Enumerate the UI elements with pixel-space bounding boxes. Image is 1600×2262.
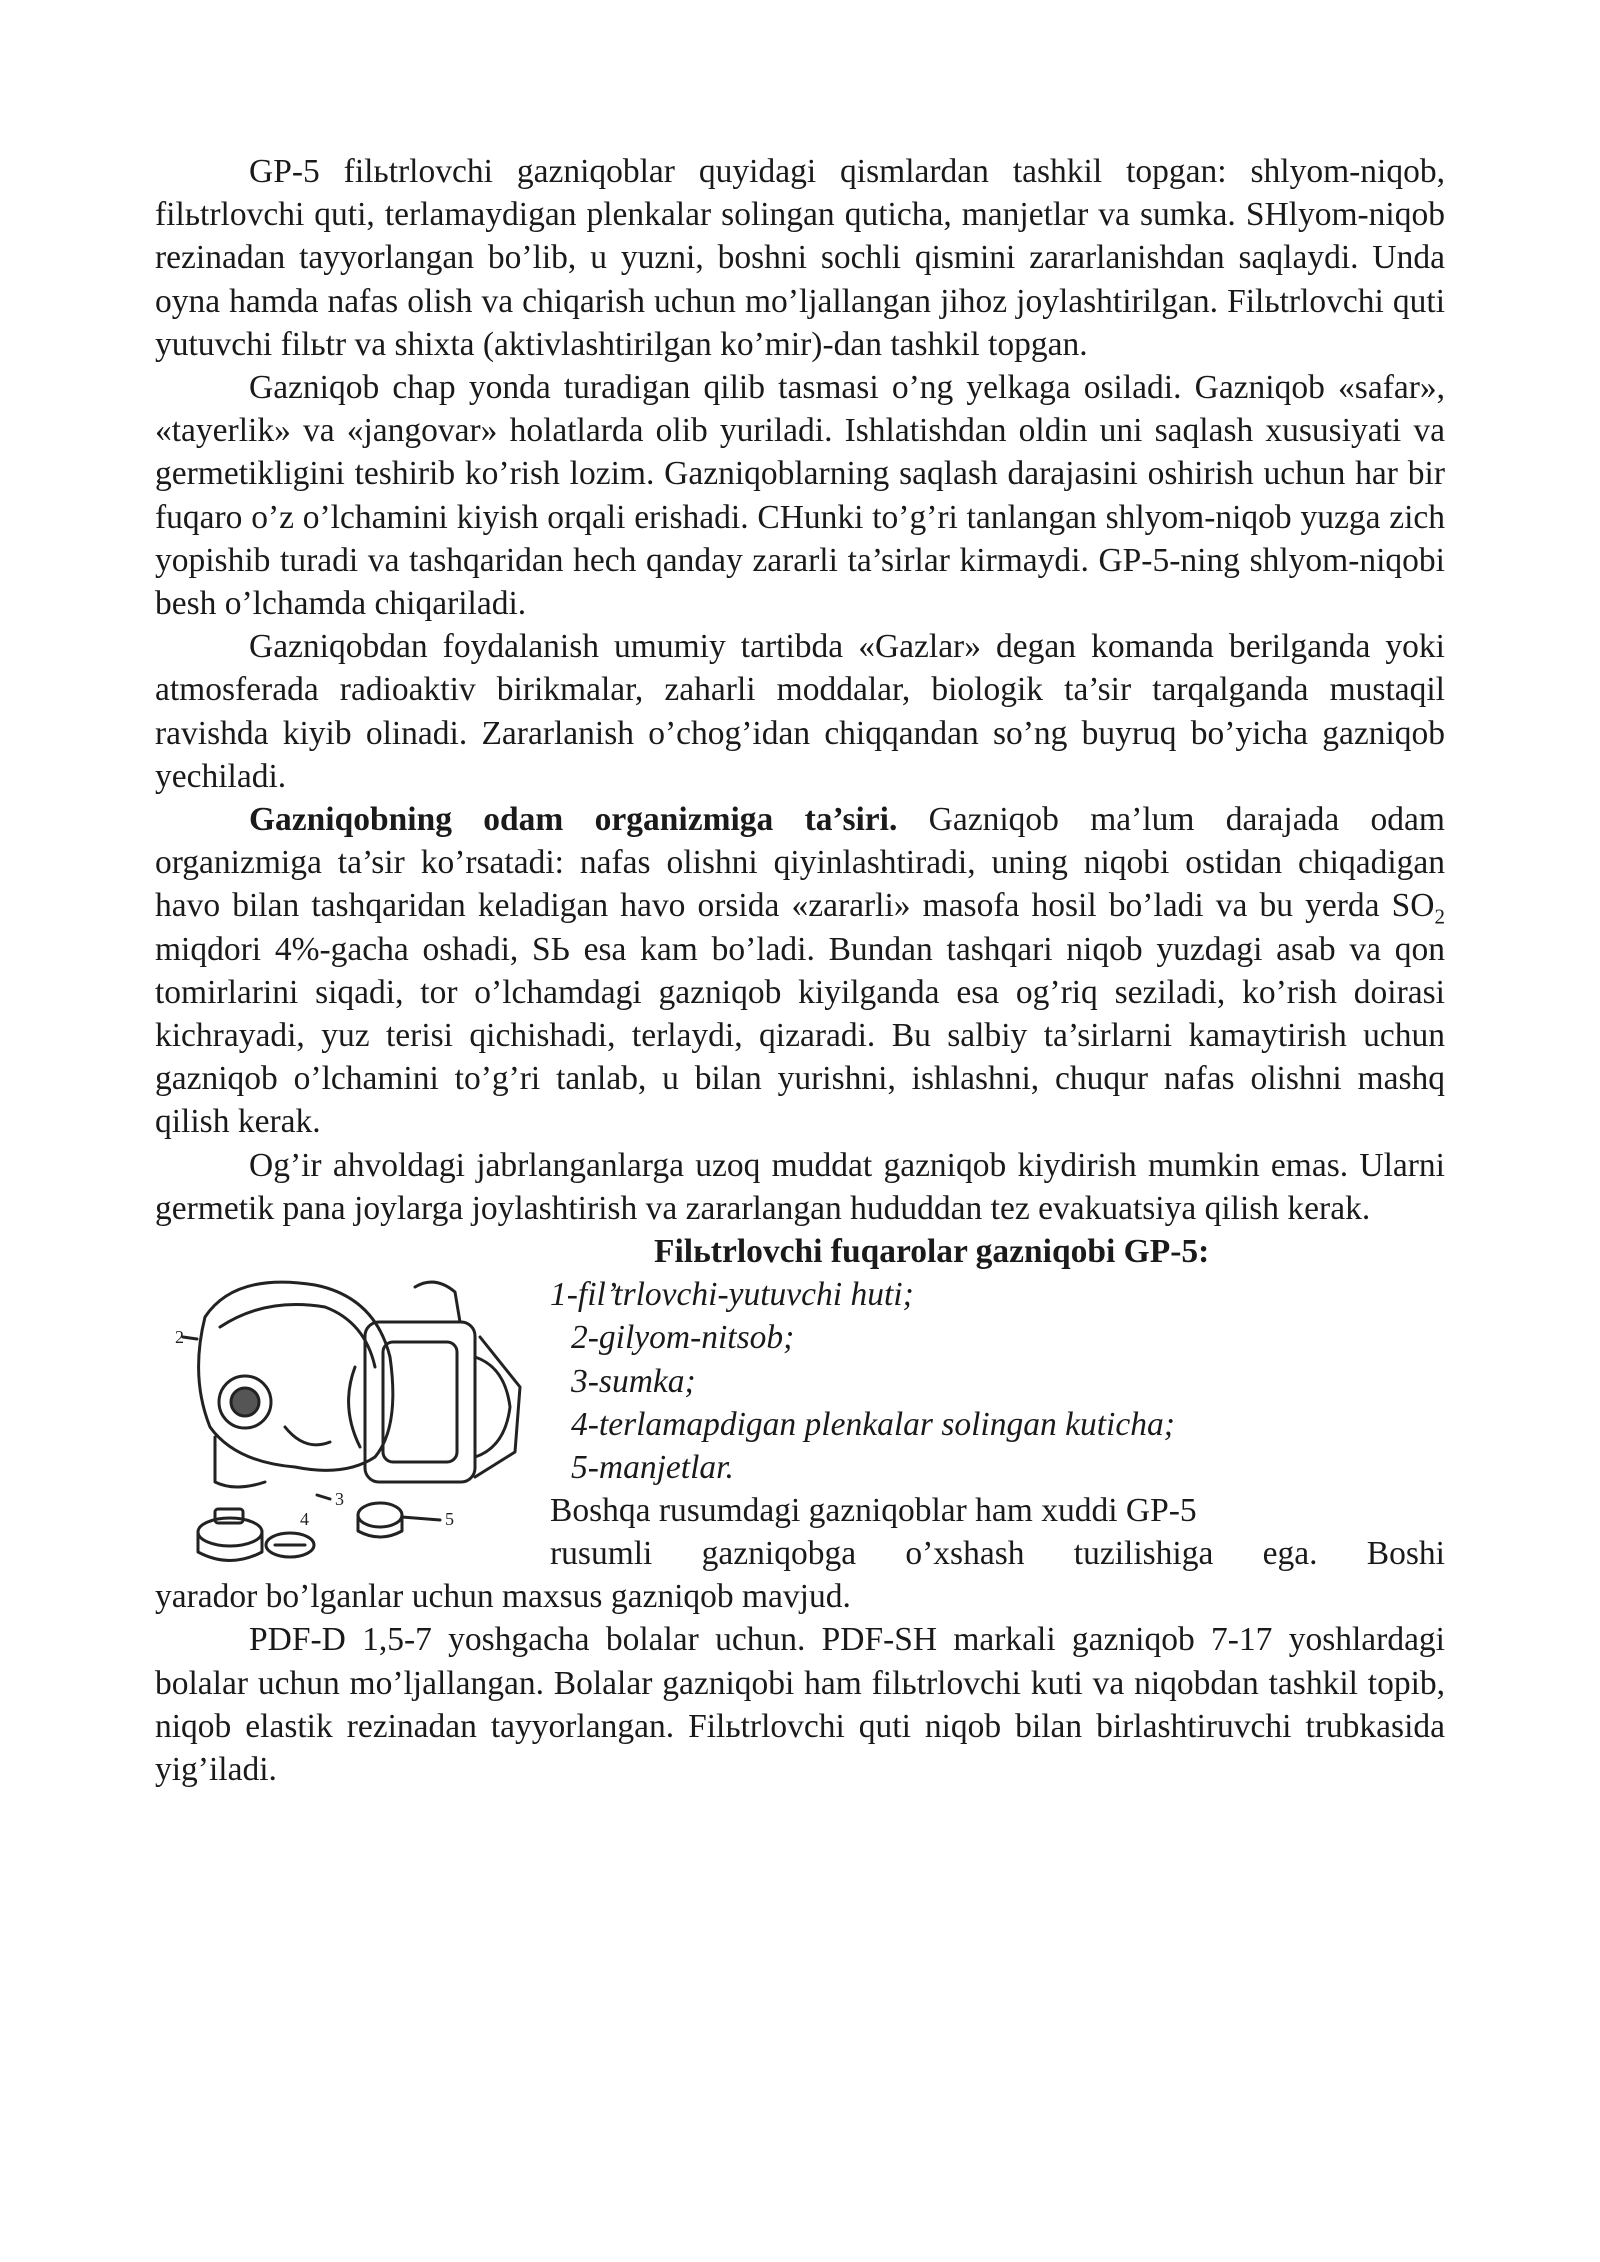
after-figure-line-1: Boshqa rusumdagi gazniqoblar ham xuddi GP-5 <box>550 1492 1197 1530</box>
legend-item-4: 4-terlamapdigan plenkalar solingan kuticha; <box>571 1405 1175 1443</box>
legend-item-1: 1-fil’trlovchi-yutuvchi huti; <box>550 1276 914 1314</box>
label-5: 5 <box>445 1509 454 1530</box>
after-figure-line-3: yarador bo’lganlar uchun maxsus gazniqob mavjud. <box>155 1578 851 1616</box>
figure-block <box>155 1273 1445 1575</box>
paragraph-4 <box>155 798 1445 1144</box>
figure-title: Filьtrlovchi fuqarolar gazniqobi GP-5: <box>654 1233 1210 1271</box>
paragraph-6: PDF-D 1,5-7 yoshgacha bolalar uchun. PDF-SH markali gazniqob 7-17 yoshlardagi bolalar uchun mo’ljallangan. Bolalar gazniqobi ham filьtrlovchi kuti va niqobdan tashkil topib, niqob elastik rezinadan tayyorlangan. Filьtrlovchi quti niqob bilan birlashtiruvchi trubkasida yig’iladi. <box>155 1621 1445 1789</box>
paragraph-1: GP-5 filьtrlovchi gazniqoblar quyidagi qismlardan tashkil topgan: shlyom-niqob, filьtrlovchi quti, terlamaydigan plenkalar solingan quticha, manjetlar va sumka. SHlyom-niqob rezinadan tayyorlangan bo’lib, u yuzni, boshni sochli qismini zararlanishdan saqlaydi. Unda oyna hamda nafas olish va chiqarish uchun mo’ljallangan jihoz joylashtirilgan. Filьtrlovchi quti yutuvchi filьtr va shixta (aktivlashtirilgan ko’mir)-dan tashkil topgan. <box>155 153 1445 363</box>
paragraph-4-text-a: Gazniqob ma’lum darajada odam organizmiga ta’sir ko’rsatadi: nafas olishni qiyinlashtiradi, uning niqobi ostidan chiqadigan havo bilan tashqaridan keladigan havo orsida «zararli» masofa hosil bo’ladi va bu yerda SO <box>155 801 1445 925</box>
legend-item-2: 2-gilyom-nitsob; <box>571 1319 795 1357</box>
body-text <box>155 150 1445 1791</box>
section-heading: Gazniqobning odam organizmiga ta’siri. <box>249 801 898 839</box>
gas-mask-illustration <box>175 1277 545 1569</box>
paragraph-4-text-b: miqdori 4%-gacha oshadi, SЬ esa kam bo’ladi. Bundan tashqari niqob yuzdagi asab va qon tomirlarini siqadi, tor o’lchamdagi gazniqob kiyilganda esa og’riq seziladi, ko’rish doirasi kichrayadi, yuz terisi qichishadi, terlaydi, qizaradi. Bu salbiy ta’sirlarni kamaytirish uchun gazniqob o’lchamini to’g’ri tanlab, u bilan yurishni, ishlashni, chuqur nafas olishni mashq qilish kerak. <box>155 930 1445 1141</box>
legend-item-3: 3-sumka; <box>571 1362 696 1400</box>
label-2: 2 <box>175 1327 184 1348</box>
legend-item-5: 5-manjetlar. <box>571 1449 734 1487</box>
subscript-2: 2 <box>1434 905 1445 930</box>
cuff <box>358 1503 402 1527</box>
figure-legend <box>550 1273 1445 1575</box>
paragraph-3: Gazniqobdan foydalanish umumiy tartibda «Gazlar» degan komanda berilganda yoki atmosferada radioaktiv birikmalar, zaharli moddalar, biologik ta’sir tarqalganda mustaqil ravishda kiyib olinadi. Zararlanish o’chog’idan chiqqandan so’ng buyruq bo’yicha gazniqob yechiladi. <box>155 628 1445 795</box>
label-3: 3 <box>335 1489 344 1510</box>
paragraph-5: Og’ir ahvoldagi jabrlanganlarga uzoq muddat gazniqob kiydirish mumkin emas. Ularni germetik pana joylarga joylashtirish va zararlangan hududdan tez evakuatsiya qilish kerak. <box>155 1146 1445 1227</box>
paragraph-2: Gazniqob chap yonda turadigan qilib tasmasi o’ng yelkaga osiladi. Gazniqob «safar», «tayerlik» va «jangovar» holatlarda olib yuriladi. Ishlatishdan oldin uni saqlash xususiyati va germetikligini teshirib ko’rish lozim. Gazniqoblarning saqlash darajasini oshirish uchun har bir fuqaro o’z o’lchamini kiyish orqali erishadi. CHunki to’g’ri tanlangan shlyom-niqob yuzga zich yopishib turadi va tashqaridan hech qanday zararli ta’sirlar kirmaydi. GP-5-ning shlyom-niqobi besh o’lchamda chiqariladi. <box>155 369 1445 623</box>
after-figure-line-2: rusumli gazniqobga o’xshash tuzilishiga ega. Boshi <box>550 1535 1445 1573</box>
label-4: 4 <box>300 1509 309 1530</box>
